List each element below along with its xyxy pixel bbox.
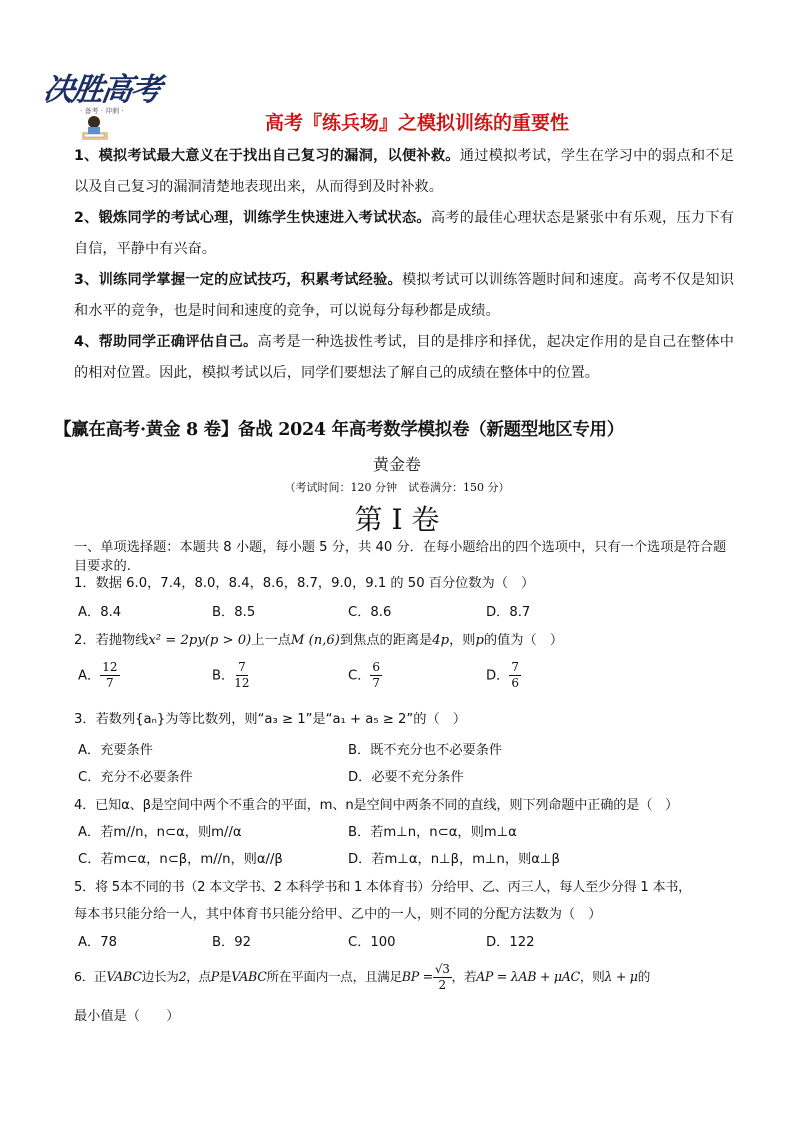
section-instructions: 一、单项选择题：本题共 8 小题，每小题 5 分，共 40 分．在每小题给出的四个选项中，只有一个选项是符合题目要求的. [74, 540, 727, 574]
numerator: 6 [372, 660, 381, 674]
q2-option-a [78, 660, 120, 691]
q6-triangle: VABC [106, 969, 142, 984]
question-5-line-1: 5．将 5本不同的书（2 本文学书、2 本科学书和 1 本体育书）分给甲、乙、丙三人，每人至少分得 1 本书， [74, 880, 692, 895]
q2-option-b [212, 660, 250, 691]
q5-option-c: C．100 [348, 935, 396, 950]
q5-option-a: A．78 [78, 935, 117, 950]
denominator: 6 [511, 676, 519, 690]
q6-text: ，若 [451, 969, 477, 984]
option-label: B． [212, 668, 235, 684]
q6-point: P [210, 969, 219, 984]
numerator: 7 [238, 660, 246, 674]
q6-text: ，则 [579, 969, 605, 984]
question-2 [74, 629, 734, 648]
q2-text: 2．若抛物线 [74, 633, 149, 648]
q6-triangle: VABC [231, 969, 267, 984]
volume-heading: 第 I 卷 [354, 503, 440, 536]
q6-text: 的 [637, 969, 650, 984]
q6-bp: BP = [401, 969, 433, 984]
promo-item-bold: 4、帮助同学正确评估自己。 [74, 334, 258, 350]
denominator: 12 [234, 676, 250, 690]
q2-point: M (n,6) [290, 633, 340, 648]
promo-item-text: 通过模拟考试，学生在学习中的弱点和不足以及自己复习的漏洞清楚地表现出来，从而得到及时补救。 [74, 148, 734, 195]
option-label: D． [486, 668, 510, 684]
numerator: √3 [434, 962, 450, 976]
promo-item-1 [74, 141, 734, 203]
q2-text: 的值为（ ） [483, 633, 564, 648]
q3-option-b: B．既不充分也不必要条件 [348, 743, 503, 758]
denominator: 7 [372, 676, 381, 690]
exam-subtitle: 黄金卷 [372, 455, 421, 474]
fraction [370, 660, 382, 691]
q3-option-c: C．充分不必要条件 [78, 770, 193, 785]
q6-text: 所在平面内一点，且满足 [266, 969, 402, 984]
q5-option-b: B．92 [212, 935, 252, 950]
q1-option-c: C．8.6 [348, 605, 392, 620]
question-1: 1．数据 6.0，7.4，8.0，8.4，8.6，8.7，9.0，9.1 的 50 百分位数为（ ） [74, 576, 535, 591]
q2-text: 上一点 [251, 633, 291, 648]
numerator: 12 [102, 660, 118, 674]
question-4: 4．已知α、β是空间中两个不重合的平面，m、n是空间中两条不同的直线，则下列命题中正确的是（ ） [74, 798, 679, 813]
denominator: 2 [438, 978, 446, 992]
promo-item-text: 高考是一种选拔性考试，目的是排序和择优，起决定作用的是自己在整体中的相对位置。因此，模拟考试以后，同学们要想法了解自己的成绩在整体中的位置。 [74, 334, 734, 381]
promo-item-bold: 2、锻炼同学的考试心理，训练学生快速进入考试状态。 [74, 210, 431, 226]
fraction [509, 660, 521, 691]
promo-title: 高考『练兵场』之模拟训练的重要性 [264, 112, 569, 134]
q6-text: 6．正 [74, 969, 107, 984]
logo-subtext: · 备考 · 冲刺 · [80, 107, 124, 115]
fraction [100, 660, 119, 691]
denominator: 7 [106, 676, 114, 690]
exam-title: 【赢在高考·黄金 8 卷】备战 2024 年高考数学模拟卷（新题型地区专用） [54, 420, 624, 440]
promo-item-bold: 3、训练同学掌握一定的应试技巧，积累考试经验。 [74, 272, 402, 288]
q1-option-a: A．8.4 [78, 605, 122, 620]
option-label: A． [78, 668, 101, 684]
q1-option-b: B．8.5 [212, 605, 256, 620]
q2-text: ，则 [449, 633, 476, 648]
q4-option-a: A．若m//n，n⊂α，则m//α [78, 825, 242, 840]
q6-vector-equation: AP = λAB + μAC [476, 969, 580, 984]
promo-item-3 [74, 265, 734, 327]
question-5-line-2: 每本书只能分给一人，其中体育书只能分给甲、乙中的一人，则不同的分配方法数为（ ） [74, 907, 602, 922]
fraction [234, 660, 249, 691]
exam-info: （考试时间：120 分钟 试卷满分：150 分） [284, 481, 510, 494]
q2-distance: 4p [432, 633, 450, 648]
promo-item-text: 高考的最佳心理状态是紧张中有乐观，压力下有自信，平静中有兴奋。 [74, 210, 734, 257]
promo-item-text: 模拟考试可以训练答题时间和速度。高考不仅是知识和水平的竞争，也是时间和速度的竞争，可以说每分每秒都是成绩。 [74, 272, 734, 319]
q6-sum: λ + μ [604, 969, 638, 984]
q2-option-d [486, 660, 521, 691]
q1-option-d: D．8.7 [486, 605, 531, 620]
q3-option-d: D．必要不充分条件 [348, 770, 464, 785]
q2-parabola-formula: x² = 2py(p > 0) [148, 633, 252, 648]
q2-variable: p [475, 633, 484, 648]
q6-side-length: 2 [178, 969, 187, 984]
option-label: C． [348, 668, 371, 684]
question-6-line-2: 最小值是（ ） [74, 1009, 180, 1024]
promo-item-2 [74, 203, 734, 265]
q3-option-a: A．充要条件 [78, 743, 153, 758]
q4-option-b: B．若m⊥n，n⊂α，则m⊥α [348, 825, 517, 840]
q2-text: 到焦点的距离是 [339, 633, 433, 648]
q4-option-c: C．若m⊂α，n⊂β，m//n，则α//β [78, 852, 283, 867]
q6-text: 边长为 [141, 969, 179, 984]
q6-fraction [433, 962, 452, 993]
promo-item-4 [74, 327, 734, 389]
numerator: 7 [511, 660, 519, 674]
q6-text: ，点 [186, 969, 211, 984]
question-6 [74, 962, 734, 993]
q6-text: 是 [218, 969, 232, 984]
q5-option-d: D．122 [486, 935, 535, 950]
q4-option-d: D．若m⊥α，n⊥β，m⊥n，则α⊥β [348, 852, 560, 867]
promo-item-bold: 1、模拟考试最大意义在于找出自己复习的漏洞，以便补救。 [74, 148, 460, 164]
question-3: 3．若数列{aₙ}为等比数列，则“a₃ ≥ 1”是“a₁ + a₅ ≥ 2”的（ ） [74, 712, 467, 727]
logo-text: 决胜高考 [40, 72, 163, 108]
q2-option-c [348, 660, 382, 691]
